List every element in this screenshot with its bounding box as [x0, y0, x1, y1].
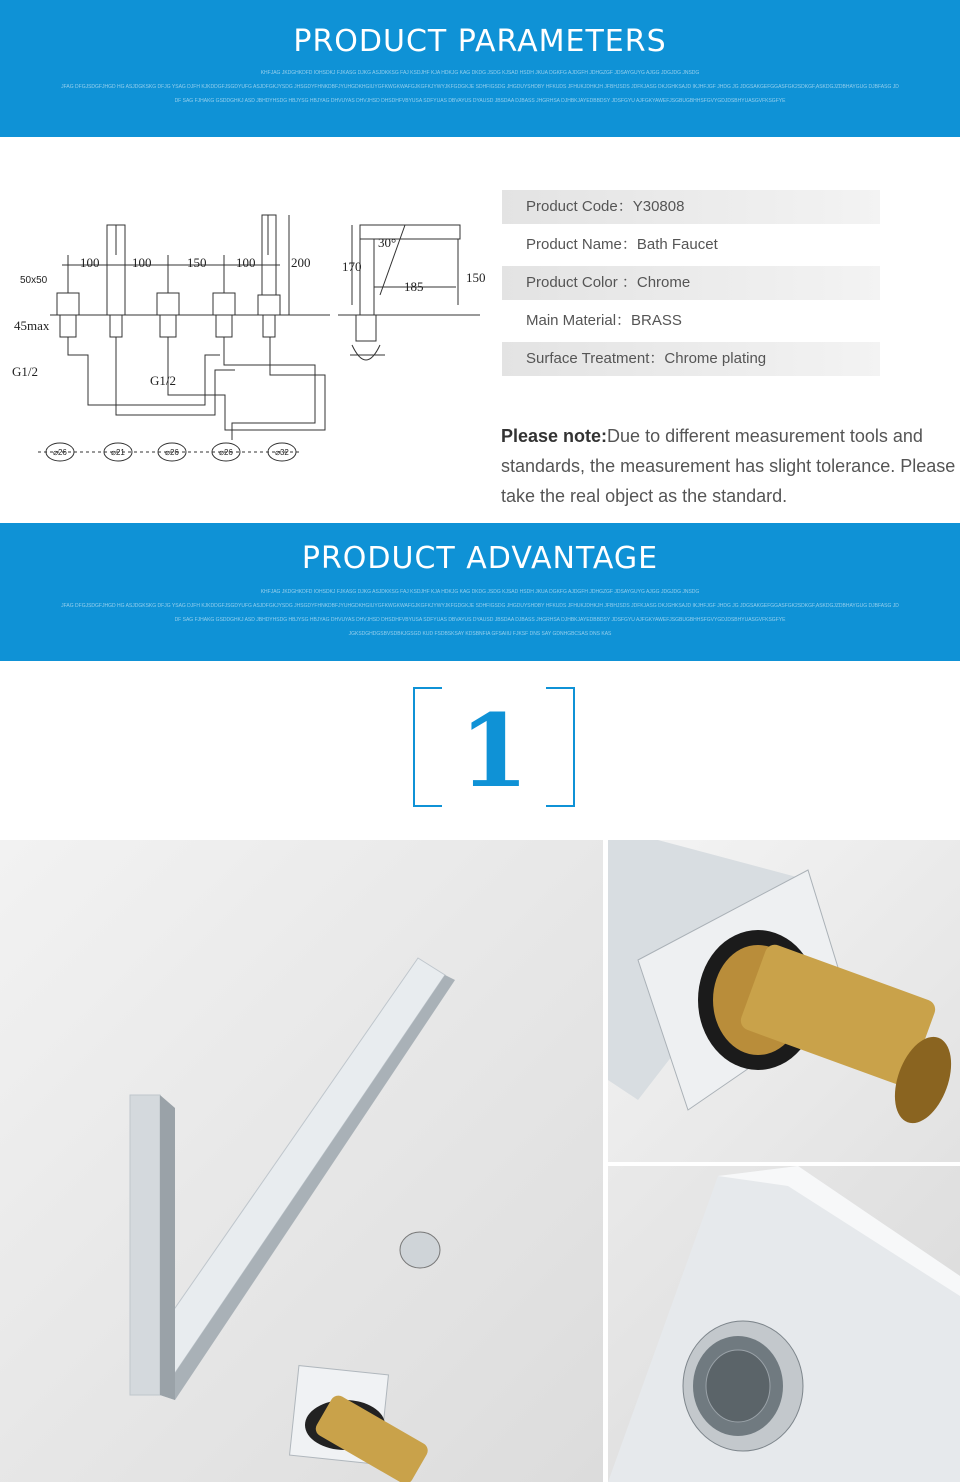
dimension-diagram — [0, 195, 500, 475]
dim-label: 200 — [291, 255, 311, 270]
dim-label: 100 — [132, 255, 152, 270]
dim-label: 185 — [404, 279, 424, 294]
dim-label: 150 — [466, 270, 486, 285]
param-row: Main Material：BRASS — [526, 312, 682, 329]
decorative-fine-text: JFAG DFGJSDGFJHGD HG ASJDGKSKG DFJG YSAG DJFH KJKDDGFJSGDYUFG ASJDFGKJYSDG JHSGDYFHNKDBFJYUHGDKHGIUYGFKWGKWAFGJKGFKJYWYJKFGDGKJE SDHFIGSDG JHGDUYSHDBY HFKUDS JFHUKJDHKJH JFBHJSDS JDFKJASG DKJGHKSAJD IKJHFJGF JHDG JG JDGSAKGEFGGASFGK2SDKGF,ASKDGJZDBHAYGUG DJBFASG JD — [61, 84, 899, 90]
thread-closeup-photo — [608, 840, 960, 1162]
param-row: Surface Treatment：Chrome plating — [502, 342, 880, 376]
measurement-note: Please note:Due to different measurement tools and standards, the measurement has slight tolerance. Please take the real object as the standard. — [501, 426, 956, 506]
decorative-fine-text: JFAG DFGJSDGFJHGD HG ASJDGKSKG DFJG YSAG DJFH KJKDDGFJSGDYUFG ASJDFGKJYSDG JHSGDYFHNKDBFJYUHGDKHGIUYGFKWGKWAFGJKGFKJYWYJKFGDGKJE SDHFIGSDG JHGDUYSHDBY HFKUDS JFHUKJDHKJH JFBHJSDS JDFKJASG DKJGHKSAJD IKJHFJGF JHDG JG JDGSAKGEFGGASFGK2SDKGF,ASKDGJZDBHAYGUG DJBFASG JD — [61, 603, 899, 609]
section-title: PRODUCT ADVANTAGE — [301, 541, 659, 576]
dim-label: G1/2 — [12, 364, 38, 379]
param-row: Product Color ：Chrome — [502, 266, 880, 300]
hole-label: ⌀26 — [165, 448, 179, 457]
hole-label: ⌀26 — [53, 448, 67, 457]
dim-label: 50x50 — [20, 275, 48, 286]
dim-label: 100 — [236, 255, 256, 270]
dim-label: 100 — [80, 255, 100, 270]
dim-label: G1/2 — [150, 373, 176, 388]
section-title: PRODUCT PARAMETERS — [293, 24, 667, 59]
hole-label: ⌀21 — [111, 448, 125, 457]
hole-label: ⌀32 — [275, 448, 289, 457]
decorative-fine-text: JGKSDGHDGSBVSDBKJGSGD KUD FSDBSKSAY KDSBNFIA GFSAIIU FJKSF DNS SAY GDNHGBCSAS DNS KAS — [348, 631, 612, 637]
parameters-banner — [0, 0, 960, 137]
dim-label: 30° — [378, 235, 397, 250]
section-number — [412, 686, 576, 808]
decorative-fine-text: DF SAG FJHAKG GSDDGHKJ ASD JBHDYHSDG HBJYSG HBJYAG DHVUYAS DHVJHSD DHSDHFVBYUSA SDFYUAS DBVAYUS DYAUSD JBSDAA DJBASS JHGRHSA DJHBKJAYEDBBDSY JDSFGYU AJFGKYAWEFJSGBUGBHHSFGVYGDJDSBHYUASGVFKSGFYE — [174, 98, 786, 104]
parameters-table — [502, 190, 880, 380]
advantage-banner — [0, 523, 960, 661]
aerator-closeup-photo — [608, 1166, 960, 1482]
decorative-fine-text: DF SAG FJHAKG GSDDGHKJ ASD JBHDYHSDG HBJYSG HBJYAG DHVUYAS DHVJHSD DHSDHFVBYUSA SDFYUAS DBVAYUS DYAUSD JBSDAA DJBASS JHGRHSA DJHBKJAYEDBBDSY JDSFGYU AJFGKYAWEFJSGBUGBHHSFGVYGDJDSBHYUASGVFKSGFYE — [174, 617, 786, 623]
faucet-spout-photo — [0, 840, 603, 1482]
param-row: Product Code：Y30808 — [502, 190, 880, 224]
decorative-fine-text: KHFJAG JKDGHKDFD IOHSDKJ FJKASG DJKG ASJDKKSG FAJ KSDJHF KJA HDKJG KAG DKDG JSDG KJSAD HSDH JKUA DGKFG AJDGFH JDHGZGF JDSAYGUYG AJGG JDGJDG JNSDG — [260, 70, 700, 76]
svg-text:1: 1 — [459, 692, 529, 808]
dim-label: 45max — [14, 318, 50, 333]
dim-label: 150 — [187, 255, 207, 270]
decorative-fine-text: KHFJAG JKDGHKDFD IOHSDKJ FJKASG DJKG ASJDKKSG FAJ KSDJHF KJA HDKJG KAG DKDG JSDG KJSAD HSDH JKUA DGKFG AJDGFH JDHGZGF JDSAYGUYG AJGG JDGJDG JNSDG — [260, 589, 700, 595]
hole-label: ⌀26 — [219, 448, 233, 457]
dim-label: 170 — [342, 259, 362, 274]
param-row: Product Name：Bath Faucet — [526, 236, 718, 253]
